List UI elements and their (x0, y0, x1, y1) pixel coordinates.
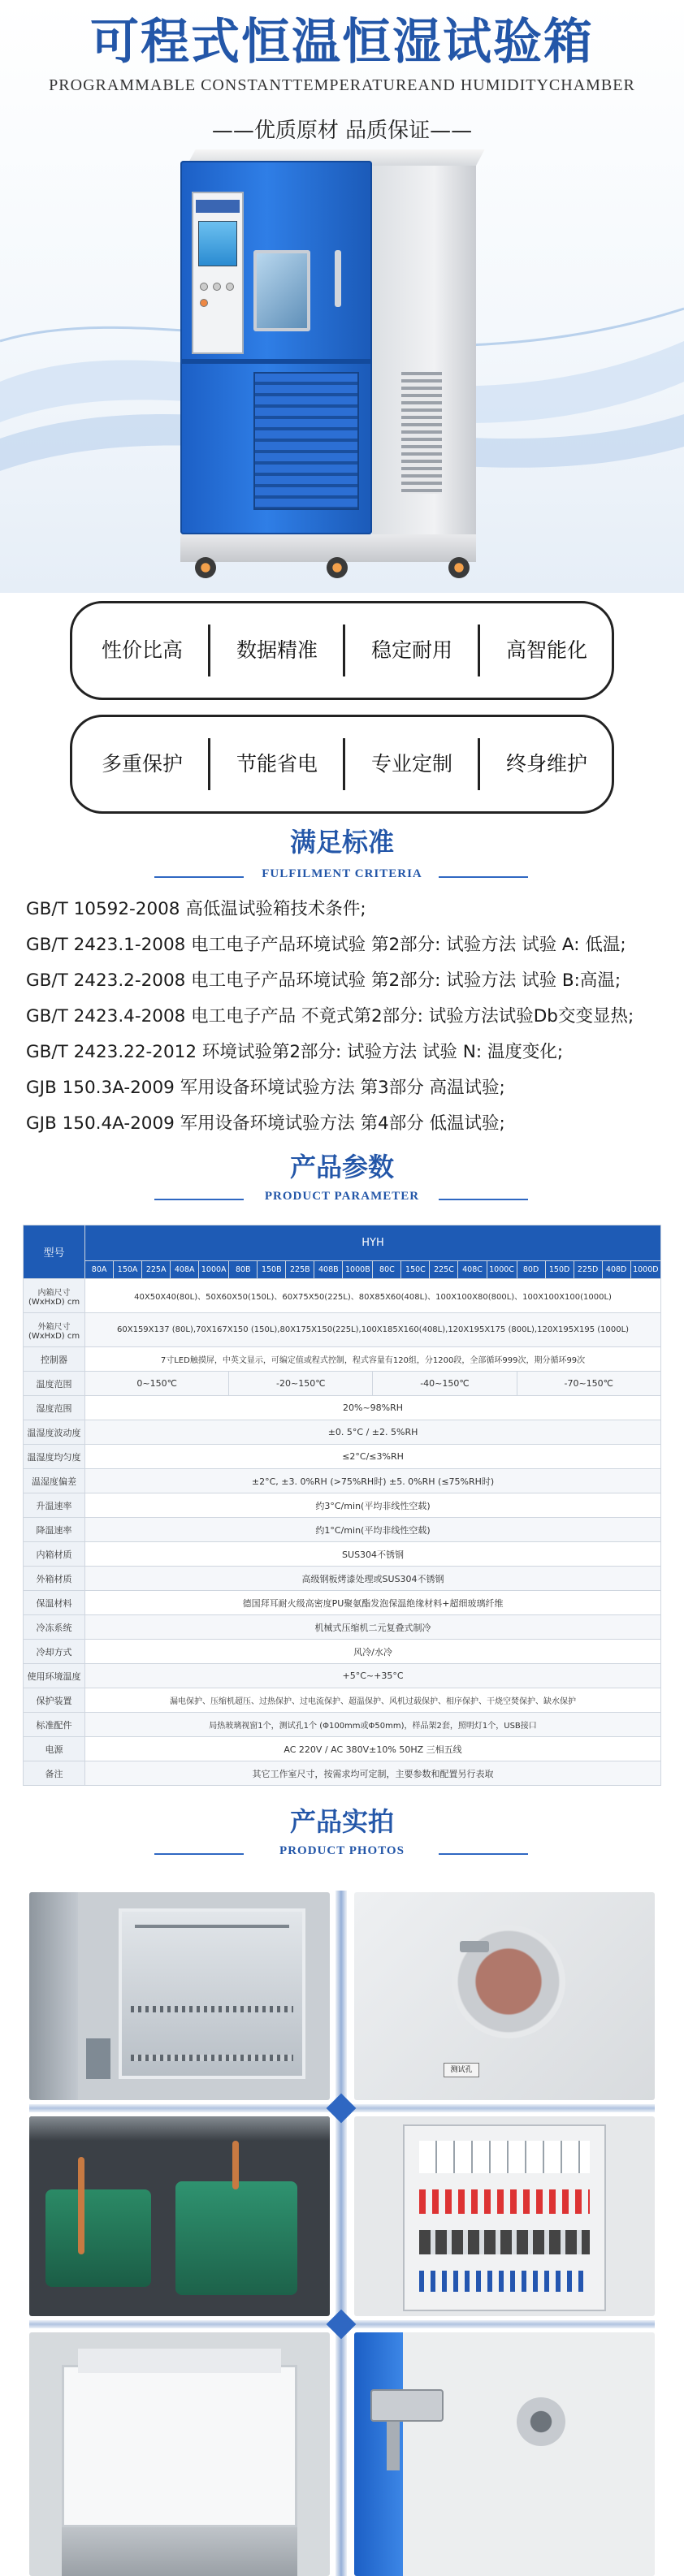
row-label: 电源 (24, 1737, 85, 1761)
photo-compressor (29, 2116, 330, 2316)
series-name: HYH (85, 1225, 661, 1261)
wheel-icon (448, 557, 470, 578)
parameter-table (23, 1225, 661, 1786)
table-row (24, 1615, 661, 1640)
control-panel (192, 192, 244, 354)
row-label: 内箱材质 (24, 1542, 85, 1567)
table-row (24, 1761, 661, 1786)
table-row (24, 1396, 661, 1420)
row-value: 风冷/水冷 (85, 1640, 661, 1664)
table-model-row (24, 1261, 661, 1279)
wheel-icon (327, 557, 348, 578)
row-value: 漏电保护、压缩机超压、过热保护、过电流保护、超温保护、风机过载保护、相序保护、干烧空焚保护、缺水保护 (85, 1688, 661, 1713)
standard-item: GB/T 2423.2-2008 电工电子产品环境试验 第2部分: 试验方法 试验 B:高温; (26, 970, 621, 991)
params-title: 产品参数 (289, 1152, 394, 1182)
feature-item: 节能省电 (236, 752, 318, 776)
table-row (24, 1445, 661, 1469)
row-label: 标准配件 (24, 1713, 85, 1737)
feature-item: 终身维护 (505, 752, 587, 776)
row-value: 7寸LED触摸屏，中英文显示，可编定值或程式控制，程式容量有120组，分1200段，全部循环999次，期分循环99次 (85, 1347, 661, 1372)
feature-item: 稳定耐用 (370, 638, 452, 662)
row-label: 冷却方式 (24, 1640, 85, 1664)
row-value: SUS304不锈钢 (85, 1542, 661, 1567)
row-label: 降温速率 (24, 1518, 85, 1542)
table-row (24, 1567, 661, 1591)
touch-screen-icon (198, 221, 237, 266)
standards-subtitle: FULFILMENT CRITERIA (262, 867, 422, 880)
hero-subtitle: PROGRAMMABLE CONSTANTTEMPERATUREAND HUMIDITYCHAMBER (49, 76, 635, 94)
row-value: 约3°C/min(平均非线性空载) (85, 1493, 661, 1518)
row-value: +5°C~+35°C (85, 1664, 661, 1688)
model-cell: 150B (258, 1261, 286, 1279)
row-value: 约1°C/min(平均非线性空载) (85, 1518, 661, 1542)
table-row (24, 1688, 661, 1713)
row-label: 备注 (24, 1761, 85, 1786)
model-cell: 150A (114, 1261, 142, 1279)
feature-item: 性价比高 (101, 638, 183, 662)
model-cell: 408C (458, 1261, 487, 1279)
photos-subtitle: PRODUCT PHOTOS (279, 1844, 405, 1857)
row-value: 高级钢板烤漆处理或SUS304不锈钢 (85, 1567, 661, 1591)
feature-item: 多重保护 (101, 752, 183, 776)
model-cell: 80D (517, 1261, 545, 1279)
table-row (24, 1420, 661, 1445)
photo-test-port (354, 1892, 655, 2100)
model-cell: 80B (229, 1261, 258, 1279)
row-label: 冷冻系统 (24, 1615, 85, 1640)
star-icon (327, 2094, 357, 2124)
photo-drawer (29, 2332, 330, 2576)
model-cell: 80A (85, 1261, 114, 1279)
row-value: ±2°C, ±3. 0%RH (>75%RH时) ±5. 0%RH (≤75%RH时) (85, 1469, 661, 1493)
feature-box-row-1 (70, 601, 614, 700)
viewing-window (253, 250, 310, 331)
table-header-row (24, 1225, 661, 1261)
row-value: 60X159X137 (80L),70X167X150 (150L),80X175X150(225L),100X185X160(408L),120X195X175 (800L),120X195X195 (1000L) (85, 1313, 661, 1347)
model-cell: 1000A (199, 1261, 229, 1279)
table-row (24, 1737, 661, 1761)
row-label: 控制器 (24, 1347, 85, 1372)
table-row (24, 1640, 661, 1664)
standard-item: GJB 150.4A-2009 军用设备环境试验方法 第4部分 低温试验; (26, 1113, 505, 1134)
row-value: ≤2°C/≤3%RH (85, 1445, 661, 1469)
standard-item: GJB 150.3A-2009 军用设备环境试验方法 第3部分 高温试验; (26, 1078, 505, 1098)
photo-electrical-cabinet (354, 2116, 655, 2316)
test-port-tag: 测试孔 (444, 2063, 479, 2077)
divider (439, 876, 528, 878)
row-label: 温湿度偏差 (24, 1469, 85, 1493)
standards-title: 满足标准 (289, 827, 394, 858)
row-value: ±0. 5°C / ±2. 5%RH (85, 1420, 661, 1445)
table-row (24, 1313, 661, 1347)
chamber-product-image (180, 161, 481, 583)
row-label: 升温速率 (24, 1493, 85, 1518)
feature-item: 数据精准 (236, 638, 318, 662)
standard-item: GB/T 10592-2008 高低温试验箱技术条件; (26, 899, 366, 919)
hero-slogan: ——优质原材 品质保证—— (211, 119, 473, 143)
model-label: 型号 (24, 1225, 85, 1279)
model-cell: 150C (401, 1261, 430, 1279)
model-cell: 1000B (343, 1261, 373, 1279)
table-row (24, 1493, 661, 1518)
wheel-icon (195, 557, 216, 578)
model-cell: 225A (142, 1261, 171, 1279)
row-label: 外箱尺寸 (WxHxD) cm (24, 1313, 85, 1347)
row-value: 0~150℃ (85, 1372, 229, 1396)
model-cell: 408D (602, 1261, 630, 1279)
row-label: 温湿度均匀度 (24, 1445, 85, 1469)
door-handle (335, 250, 341, 307)
divider (439, 1853, 528, 1855)
table-row (24, 1713, 661, 1737)
row-label: 温度范围 (24, 1372, 85, 1396)
side-vent (401, 372, 442, 494)
photo-chamber-interior (29, 1892, 330, 2100)
feature-item: 高智能化 (505, 638, 587, 662)
row-value: AC 220V / AC 380V±10% 50HZ 三相五线 (85, 1737, 661, 1761)
row-value: 其它工作室尺寸，按需求均可定制，主要参数和配置另行表取 (85, 1761, 661, 1786)
model-cell: 408A (171, 1261, 199, 1279)
params-subtitle: PRODUCT PARAMETER (264, 1190, 420, 1203)
hero-banner (0, 0, 684, 593)
star-icon (327, 2310, 357, 2340)
row-value: 局热玻璃视窗1个，测试孔1个 (Φ100mm或Φ50mm)，样品架2套，照明灯1个，USB接口 (85, 1713, 661, 1737)
row-label: 保护装置 (24, 1688, 85, 1713)
row-label: 保温材料 (24, 1591, 85, 1615)
standard-item: GB/T 2423.22-2012 环境试验第2部分: 试验方法 试验 N: 温度变化; (26, 1042, 564, 1062)
model-cell: 1000C (487, 1261, 517, 1279)
row-label: 湿度范围 (24, 1396, 85, 1420)
table-row (24, 1469, 661, 1493)
row-value: -40~150℃ (373, 1372, 517, 1396)
table-row (24, 1542, 661, 1567)
model-cell: 80C (373, 1261, 401, 1279)
model-cell: 408B (314, 1261, 343, 1279)
row-value: -20~150℃ (229, 1372, 373, 1396)
divider (336, 1891, 347, 2576)
row-value: 机械式压缩机二元复叠式制冷 (85, 1615, 661, 1640)
row-value: 德国拜耳耐火级高密度PU聚氨酯发泡保温绝缘材料+超细玻璃纤维 (85, 1591, 661, 1615)
model-cell: 1000D (630, 1261, 660, 1279)
standard-item: GB/T 2423.4-2008 电工电子产品 不竟式第2部分: 试验方法试验Db交变显热; (26, 1006, 634, 1027)
table-row (24, 1347, 661, 1372)
model-cell: 225D (574, 1261, 602, 1279)
row-value: 20%~98%RH (85, 1396, 661, 1420)
photos-title: 产品实拍 (289, 1806, 394, 1837)
hero-title: 可程式恒温恒湿试验箱 (90, 14, 594, 71)
table-row (24, 1591, 661, 1615)
model-cell: 150D (545, 1261, 574, 1279)
row-label: 外箱材质 (24, 1567, 85, 1591)
table-row (24, 1664, 661, 1688)
row-label: 使用环境温度 (24, 1664, 85, 1688)
standard-item: GB/T 2423.1-2008 电工电子产品环境试验 第2部分: 试验方法 试验 A: 低温; (26, 935, 626, 955)
feature-box-row-2 (70, 715, 614, 814)
table-row (24, 1372, 661, 1396)
feature-item: 专业定制 (370, 752, 452, 776)
model-cell: 225C (430, 1261, 458, 1279)
table-row (24, 1518, 661, 1542)
lower-louver (253, 372, 359, 510)
row-value: -70~150℃ (517, 1372, 660, 1396)
table-row (24, 1279, 661, 1313)
row-value: 40X50X40(80L)、50X60X50(150L)、60X75X50(225L)、80X85X60(408L)、100X100X80(800L)、100X100X100(1000L) (85, 1279, 661, 1313)
photo-door-latch (354, 2332, 655, 2576)
model-cell: 225B (286, 1261, 314, 1279)
divider (439, 1199, 528, 1200)
row-label: 内箱尺寸 (WxHxD) cm (24, 1279, 85, 1313)
row-label: 温湿度波动度 (24, 1420, 85, 1445)
